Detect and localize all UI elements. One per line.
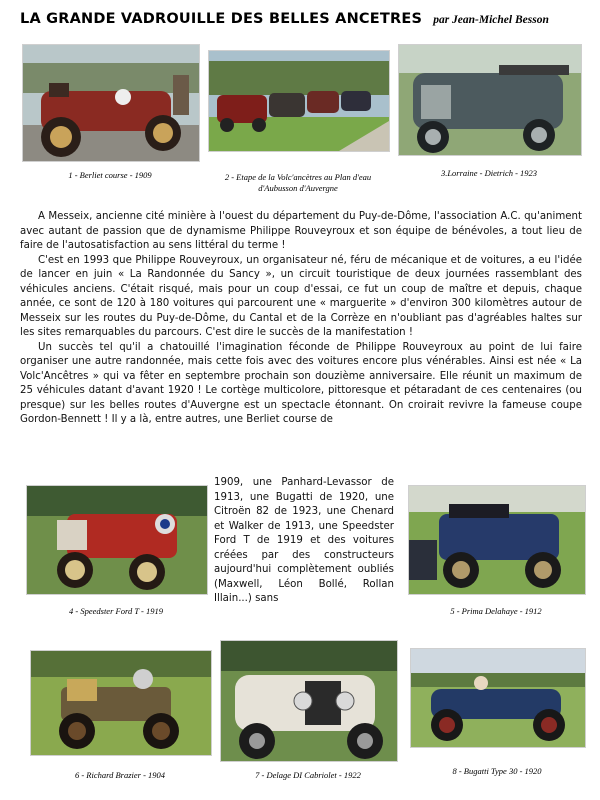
article-paragraph: C'est en 1993 que Philippe Rouveyroux, un organisateur né, féru de mécanique et de voitures, a eu l'idée de lancer en juin « La Randonnée du Sancy », un circuit touristique de deux journées rassemblant des véhicules anciens. C'était risqué, mais pour un coup d'essai, ce fut un coup de maître et depuis, chaque année, ce sont de 120 à 180 voitures qui parcourent une « marguerite » d'environ 300 kilomètres autour de Messeix sur les routes du Puy-de-Dôme, du Cantal et de la Corrèze en n'oubliant pas d'agréables haltes sur les sites remarquables du parcours. C'est dire le succès de la manifestation ! [20, 254, 582, 338]
photo-caption: 5 - Prima Delahaye - 1912 [450, 606, 542, 616]
photo-caption: 7 - Delage DI Cabriolet - 1922 [255, 770, 361, 780]
article-body-column [214, 476, 394, 607]
photo-berliet-course [22, 44, 200, 162]
article-byline: par Jean-Michel Besson [433, 14, 549, 26]
photo-richard-brazier [30, 650, 212, 756]
blue-bugatti-icon [411, 649, 585, 747]
article-paragraph: A Messeix, ancienne cité minière à l'ouest du département du Puy-de-Dôme, l'association A.C. qu'animent avec autant de passion que de dynamisme Philippe Rouveyroux et son équipe de bénévoles, a tout lieu de faire de l'autosatisfaction au sens littéral du terme ! [20, 211, 582, 251]
photo-lorraine-dietrich [398, 44, 582, 156]
article-paragraph: Un succès tel qu'il a chatouillé l'imagination féconde de Philippe Rouveyroux au point de lui faire organiser une autre randonnée, mais cette fois avec des voitures encore plus vénérables. Ainsi est née « La Volc'Ancêtres » qui va fêter en septembre prochain son douzième anniversaire. Elle réunit un maximum de 25 véhicules datant d'avant 1920 ! Le cortège multicolore, pittoresque et pétaradant de ces centenaires (ou presque) sur les belles routes d'Auvergne est un spectacle étonnant. On croirait revivre la fameuse coupe Gordon-Bennett ! Il y a là, entre autres, une Berliet course de [20, 341, 582, 425]
article-body-upper [20, 210, 582, 428]
article-title: LA GRANDE VADROUILLE DES BELLES ANCETRES [20, 11, 423, 27]
article-paragraph-continued: 1909, une Panhard-Levassor de 1913, une Bugatti de 1920, une Citroën 82 de 1923, une Chenard et Walker de 1913, une Speedster Ford T de 1919 et des voitures créées par des constructeurs aujourd'hui complètement oubliés (Maxwell, Léon Bollé, Rollan Illain...) sans [214, 477, 394, 604]
parked-vintage-cars-icon [209, 51, 389, 151]
photo-etape-aubusson [208, 50, 390, 152]
photo-caption: 1 - Berliet course - 1909 [68, 170, 152, 180]
photo-speedster-ford-t [26, 485, 208, 595]
white-cabriolet-icon [221, 641, 397, 761]
red-speedster-icon [27, 486, 207, 594]
photo-bugatti-type-30 [410, 648, 586, 748]
photo-caption: 8 - Bugatti Type 30 - 1920 [452, 766, 542, 776]
photo-caption: 3.Lorraine - Dietrich - 1923 [440, 168, 538, 178]
early-motorcar-icon [31, 651, 211, 755]
vintage-touring-car-icon [399, 45, 581, 155]
vintage-racing-car-icon [23, 45, 199, 161]
photo-caption: 6 - Richard Brazier - 1904 [74, 770, 166, 780]
photo-caption: 4 - Speedster Ford T - 1919 [69, 606, 163, 616]
blue-vintage-car-icon [409, 486, 585, 594]
photo-delage-cabriolet [220, 640, 398, 762]
photo-prima-delahaye [408, 485, 586, 595]
article-header [20, 8, 590, 32]
photo-caption: 2 - Etape de la Volc'ancètres au Plan d'eau d'Aubusson d'Auvergne [224, 172, 372, 193]
